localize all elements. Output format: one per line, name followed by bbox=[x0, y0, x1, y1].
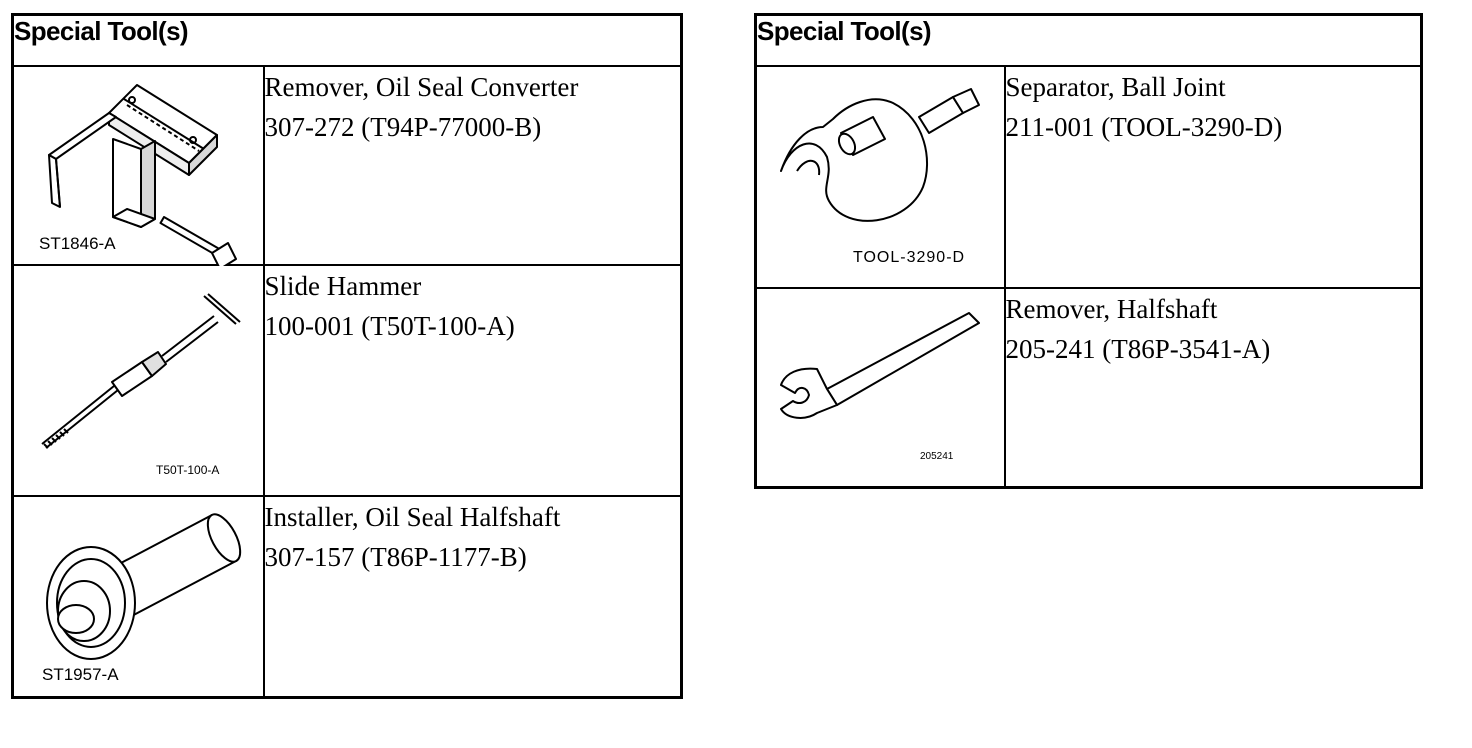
tool-illustration-cell bbox=[756, 66, 1005, 288]
figure-code: T50T-100-A bbox=[156, 462, 220, 477]
table-row bbox=[756, 288, 1422, 488]
figure-code: TOOL-3290-D bbox=[853, 248, 966, 266]
tool-illustration-cell bbox=[13, 265, 264, 496]
tool-part-number: 307-272 (T94P-77000-B) bbox=[264, 111, 542, 142]
tool-part-number: 205-241 (T86P-3541-A) bbox=[1005, 333, 1271, 364]
table-header: Special Tool(s) bbox=[13, 15, 682, 66]
tool-description bbox=[264, 265, 682, 496]
table-header: Special Tool(s) bbox=[756, 15, 1422, 66]
table-row bbox=[13, 66, 682, 265]
tool-illustration-cell bbox=[756, 288, 1005, 488]
tool-name: Remover, Oil Seal Converter bbox=[264, 71, 579, 102]
special-tools-table-left bbox=[11, 13, 683, 699]
tool-illustration-cell bbox=[13, 66, 264, 265]
tool-description bbox=[1005, 66, 1422, 288]
tool-name: Installer, Oil Seal Halfshaft bbox=[264, 501, 561, 532]
tool-name: Remover, Halfshaft bbox=[1005, 293, 1218, 324]
tool-part-number: 307-157 (T86P-1177-B) bbox=[264, 541, 527, 572]
tool-description bbox=[1005, 288, 1422, 488]
slide-hammer-icon bbox=[14, 266, 265, 497]
tool-part-number: 211-001 (TOOL-3290-D) bbox=[1005, 111, 1283, 142]
figure-code: 205241 bbox=[920, 450, 954, 462]
halfshaft-remover-icon bbox=[757, 289, 1006, 489]
tool-description bbox=[264, 66, 682, 265]
figure-code: ST1846-A bbox=[39, 233, 116, 253]
tool-name: Separator, Ball Joint bbox=[1005, 71, 1226, 102]
tool-part-number: 100-001 (T50T-100-A) bbox=[264, 310, 515, 341]
tool-name: Slide Hammer bbox=[264, 270, 422, 301]
table-row bbox=[756, 66, 1422, 288]
table-row bbox=[13, 265, 682, 496]
figure-code: ST1957-A bbox=[42, 664, 119, 684]
special-tools-table-right bbox=[754, 13, 1423, 489]
tool-description bbox=[264, 496, 682, 698]
table-row bbox=[13, 496, 682, 698]
tool-illustration-cell bbox=[13, 496, 264, 698]
